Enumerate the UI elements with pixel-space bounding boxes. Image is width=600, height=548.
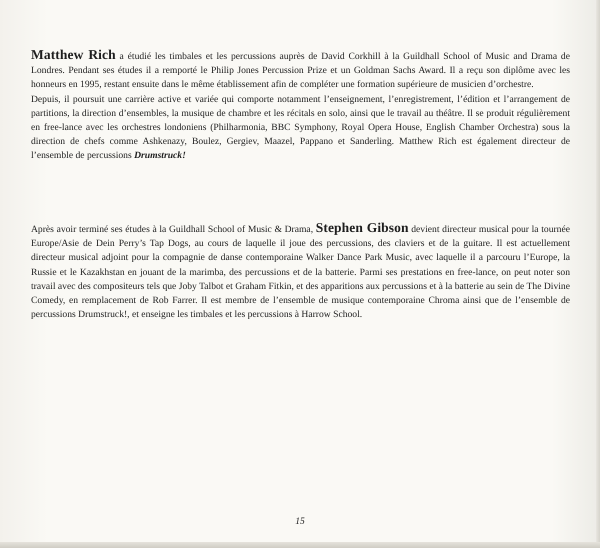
- matthew-rich-text-2: Depuis, il poursuit une carrière active et variée qui comporte notamment l’enseignement, l’enregistrement, l’édition et l’arrangement de partitions, la direction d’ensembles, la musique de chambre et les récitals en solo, ainsi que le travail au théâtre. Il se produit régulièrement en free-lance avec les orchestres londoniens (Philharmonia, BBC Symphony, Royal Opera House, English Chamber Orchestra) sous la direction de chefs comme Ashkenazy, Boulez, Gergiev, Maazel, Pappano et Sanderling. Matthew Rich est également directeur de l’ensemble de percussions: [31, 93, 570, 162]
- matthew-rich-paragraph-1: [31, 48, 570, 93]
- page-edge-bottom: [0, 542, 600, 548]
- matthew-rich-text-1: a étudié les timbales et les percussions auprès de David Corkhill à la Guildhall School of Music and Drama de Londres. Pendant ses études il a remporté le Philip Jones Percussion Prize et un Goldman Sachs Award. Il a reçu son diplôme avec les honneurs en 1995, restant ensuite dans le même établissement afin de compléter une formation supérieure de musicien d’orchestre.: [31, 51, 570, 91]
- matthew-rich-bio: [31, 48, 570, 164]
- stephen-gibson-bio: [31, 221, 570, 322]
- stephen-gibson-text: devient directeur musical pour la tournée Europe/Asie de Dein Perry’s Tap Dogs, au cours de laquelle il joue des percussions, des claviers et de la guitare. Il est actuellement directeur musical adjoint pour la compagnie de danse contemporaine Walker Dance Park Music, avec laquelle il a parcouru l’Europe, la Russie et le Kazakhstan en jouant de la marimba, des percussions et de la batterie. Parmi ses prestations en free-lance, on peut noter son travail avec des compositeurs tels que Joby Talbot et Graham Fitkin, et des apparitions aux percussions et à la batterie au sein de The Divine Comedy, en remplacement de Rob Farrer. Il est membre de l’ensemble de musique contemporaine Chroma ainsi que de l’ensemble de percussions Drumstruck!, et enseigne les timbales et les percussions à Harrow School.: [31, 224, 570, 321]
- stephen-gibson-name: Stephen Gibson: [315, 220, 409, 235]
- page-edge-right: [596, 0, 600, 548]
- matthew-rich-name: Matthew Rich: [31, 47, 116, 62]
- stephen-gibson-paragraph: [31, 221, 570, 322]
- drumstruck-ensemble-name: Drumstruck!: [134, 150, 186, 162]
- matthew-rich-paragraph-2: [31, 93, 570, 164]
- stephen-gibson-intro: Après avoir terminé ses études à la Guildhall School of Music & Drama,: [31, 224, 316, 235]
- page-number: 15: [295, 517, 305, 527]
